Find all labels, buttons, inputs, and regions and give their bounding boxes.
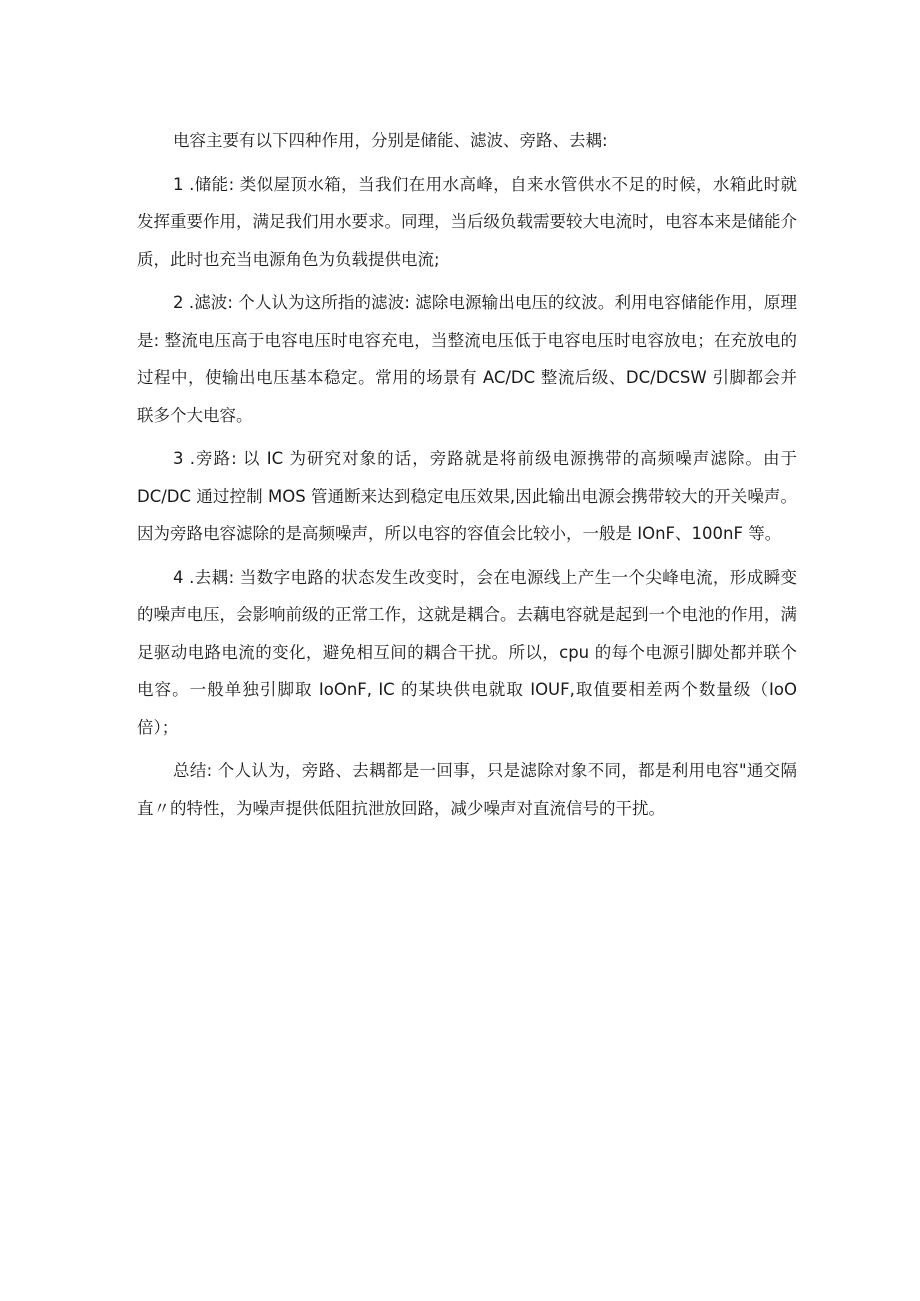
energy-storage-paragraph: 1 .储能: 类似屋顶水箱，当我们在用水高峰，自来水管供水不足的时候，水箱此时就发挥重要作用，满足我们用水要求。同理，当后级负载需要较大电流时，电容本来是储能介质，此时也充当电源角色为负载提供电流; [137, 174, 797, 269]
decoupling-paragraph: 4 .去耦: 当数字电路的状态发生改变时，会在电源线上产生一个尖峰电流，形成瞬变的噪声电压，会影响前级的正常工作，这就是耦合。去藕电容就是起到一个电池的作用，满足驱动电路电流的变化，避免相互间的耦合干扰。所以，cpu 的每个电源引脚处都并联个电容。一般单独引脚取 IoOnF, IC 的某块供电就取 IOUF,取值要相差两个数量级（IoO 倍）； [137, 567, 797, 737]
summary-paragraph: 总结: 个人认为，旁路、去耦都是一回事，只是滤除对象不同，都是利用电容"通交隔直〃的特性，为噪声提供低阻抗泄放回路，减少噪声对直流信号的干扰。 [137, 761, 797, 818]
intro-paragraph: 电容主要有以下四种作用，分别是储能、滤波、旁路、去耦: [173, 131, 608, 150]
document-body [137, 122, 797, 827]
bypass-paragraph: 3 .旁路: 以 IC 为研究对象的话，旁路就是将前级电源携带的高频噪声滤除。由于DC/DC 通过控制 MOS 管通断来达到稳定电压效果,因此输出电源会携带较大的开关噪声。因为旁路电容滤除的是高频噪声，所以电容的容值会比较小，一般是 IOnF、100nF 等。 [137, 449, 797, 543]
filtering-paragraph: 2 .滤波: 个人认为这所指的滤波: 滤除电源输出电压的纹波。利用电容储能作用，原理是: 整流电压高于电容电压时电容充电，当整流电压低于电容电压时电容放电；在充放电的过程中，使输出电压基本稳定。常用的场景有 AC/DC 整流后级、DC/DCSW 引脚都会并联多个大电容。 [137, 293, 797, 425]
